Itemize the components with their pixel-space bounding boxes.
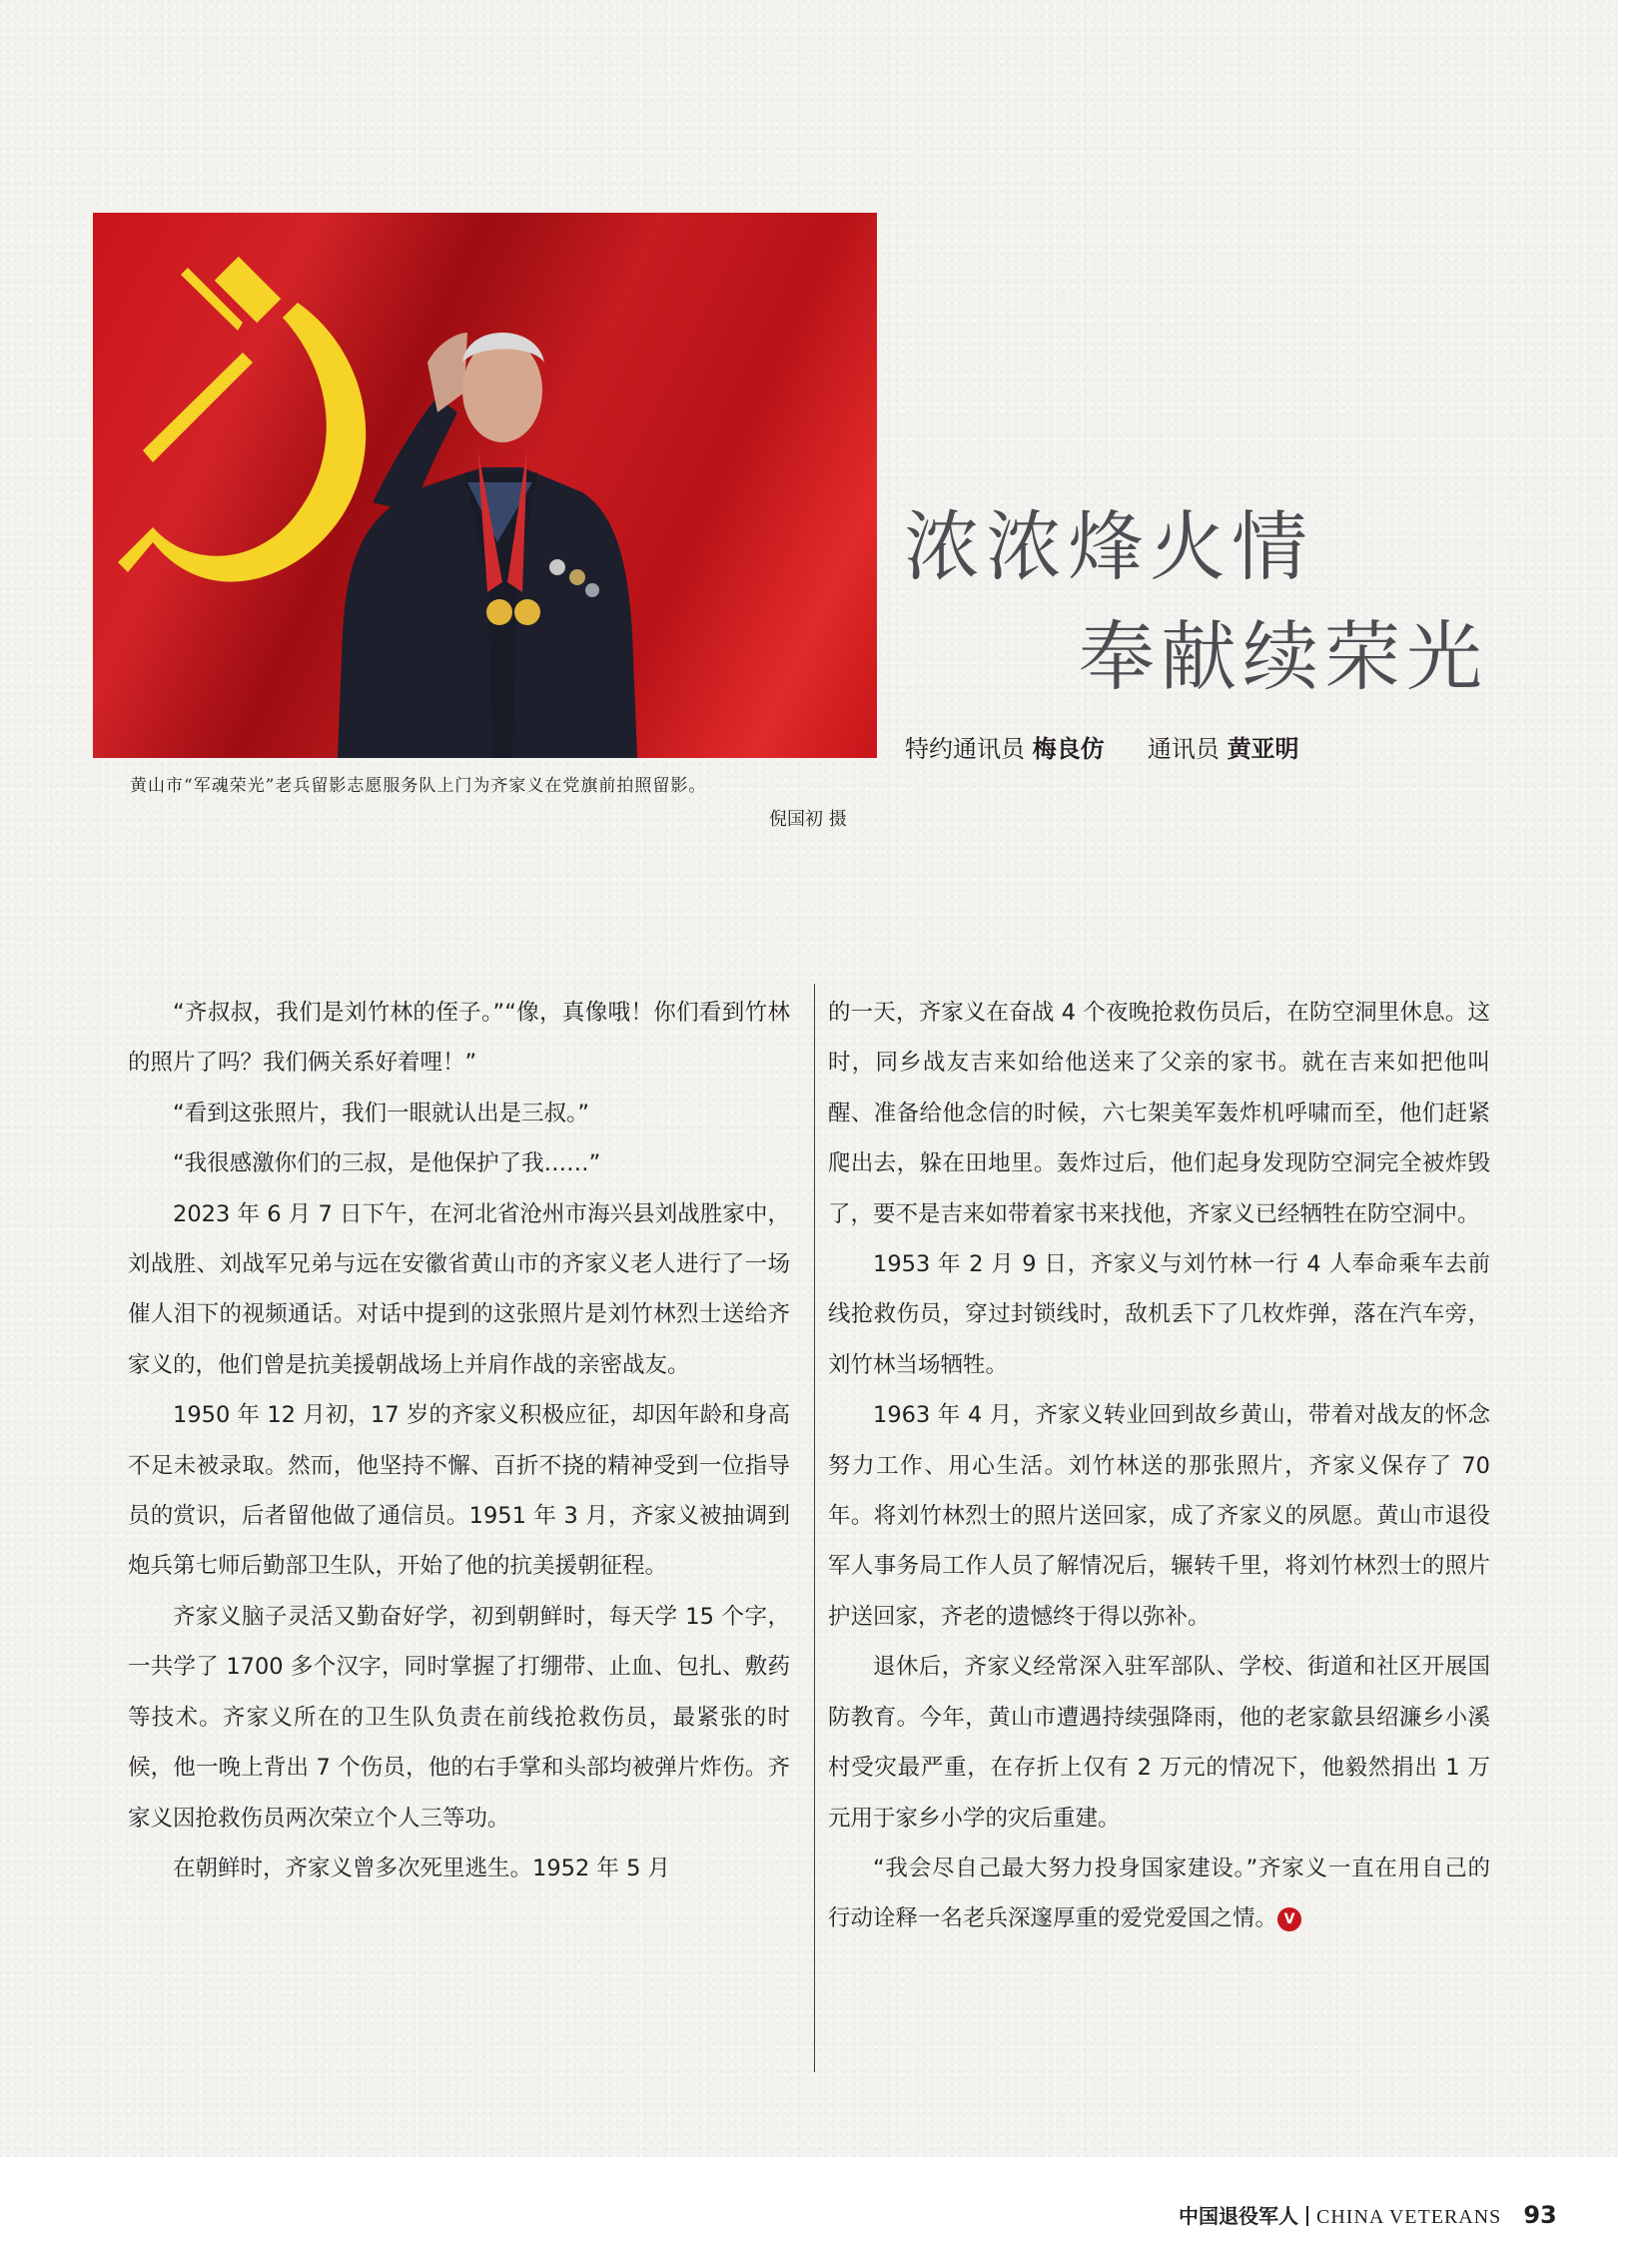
paragraph: “看到这张照片，我们一眼就认出是三叔。” (173, 1100, 590, 1126)
photo-caption: 黄山市“军魂荣光”老兵留影志愿服务队上门为齐家义在党旗前拍照留影。 (130, 776, 707, 796)
paragraph: 1953 年 2 月 9 日，齐家义与刘竹林一行 4 人奉命乘车去前线抢救伤员，穿过封锁线时，敌机丢下了几枚炸弹，落在汽车旁，刘竹林当场牺牲。 (828, 1251, 1490, 1378)
paragraph: 在朝鲜时，齐家义曾多次死里逃生。1952 年 5 月 (173, 1855, 671, 1881)
paragraph: 1963 年 4 月，齐家义转业回到故乡黄山，带着对战友的怀念努力工作、用心生活。刘竹林送的那张照片，齐家义保存了 70 年。将刘竹林烈士的照片送回家，成了齐家义的夙愿。黄山市退役军人事务局工作人员了解情况后，辗转千里，将刘竹林烈士的照片护送回家，齐老的遗憾终于得以弥补。 (828, 1402, 1490, 1630)
byline-role-1: 特约通讯员 (905, 735, 1025, 763)
paragraph: 退休后，齐家义经常深入驻军部队、学校、街道和社区开展国防教育。今年，黄山市遭遇持续强降雨，他的老家歙县绍濂乡小溪村受灾最严重，在存折上仅有 2 万元的情况下，他毅然捐出 1 万元用于家乡小学的灾后重建。 (828, 1654, 1490, 1832)
article-column-right (828, 988, 1490, 1944)
byline-role-2: 通讯员 (1147, 735, 1220, 763)
final-text: “我会尽自己最大努力投身国家建设。”齐家义一直在用自己的行动诠释一名老兵深邃厚重的爱党爱国之情。 (828, 1855, 1490, 1932)
article-title-line-1: 浓浓烽火情 (904, 502, 1313, 591)
paragraph: “齐叔叔，我们是刘竹林的侄子。”“像，真像哦！你们看到竹林的照片了吗？我们俩关系好着哩！” (128, 1000, 790, 1077)
feature-photo (93, 213, 877, 758)
footer-separator (1306, 2206, 1308, 2226)
paragraph: “我很感激你们的三叔，是他保护了我……” (173, 1150, 601, 1177)
photo-credit: 倪国初 摄 (769, 809, 847, 830)
byline (905, 729, 1299, 764)
paragraph: 1950 年 12 月初，17 岁的齐家义积极应征，却因年龄和身高不足未被录取。然而，他坚持不懈、百折不挠的精神受到一位指导员的赏识，后者留他做了通信员。1951 年 3 月，齐家义被抽调到炮兵第七师后勤部卫生队，开始了他的抗美援朝征程。 (128, 1402, 790, 1580)
page-footer (1179, 2200, 1557, 2229)
column-divider (814, 984, 815, 2072)
party-flag-photo-illustration (93, 213, 877, 758)
byline-author-2: 黄亚明 (1227, 735, 1299, 763)
paragraph-final (828, 1844, 1490, 1944)
magazine-name: 中国退役军人 (1179, 2204, 1298, 2228)
paragraph: 齐家义脑子灵活又勤奋好学，初到朝鲜时，每天学 15 个字，一共学了 1700 多个汉字，同时掌握了打绷带、止血、包扎、敷药等技术。齐家义所在的卫生队负责在前线抢救伤员，最紧张的时候，他一晚上背出 7 个伤员，他的右手掌和头部均被弹片炸伤。齐家义因抢救伤员两次荣立个人三等功。 (128, 1603, 790, 1832)
article-column-left (128, 988, 790, 1893)
magazine-english-name: CHINA VETERANS (1316, 2206, 1502, 2228)
paragraph-continued: 的一天，齐家义在奋战 4 个夜晚抢救伤员后，在防空洞里休息。这时，同乡战友吉来如给他送来了父亲的家书。就在吉来如把他叫醒、准备给他念信的时候，六七架美军轰炸机呼啸而至，他们赶紧爬出去，躲在田地里。轰炸过后，他们起身发现防空洞完全被炸毁了，要不是吉来如带着家书来找他，齐家义已经牺牲在防空洞中。 (828, 1000, 1490, 1227)
byline-author-1: 梅良仿 (1032, 735, 1105, 763)
paragraph: 2023 年 6 月 7 日下午，在河北省沧州市海兴县刘战胜家中，刘战胜、刘战军兄弟与远在安徽省黄山市的齐家义老人进行了一场催人泪下的视频通话。对话中提到的这张照片是刘竹林烈士送给齐家义的，他们曾是抗美援朝战场上并肩作战的亲密战友。 (128, 1200, 790, 1378)
page-number: 93 (1523, 2201, 1557, 2229)
article-title-line-2: 奉献续荣光 (1079, 612, 1488, 701)
end-mark-icon: V (1277, 1907, 1301, 1931)
